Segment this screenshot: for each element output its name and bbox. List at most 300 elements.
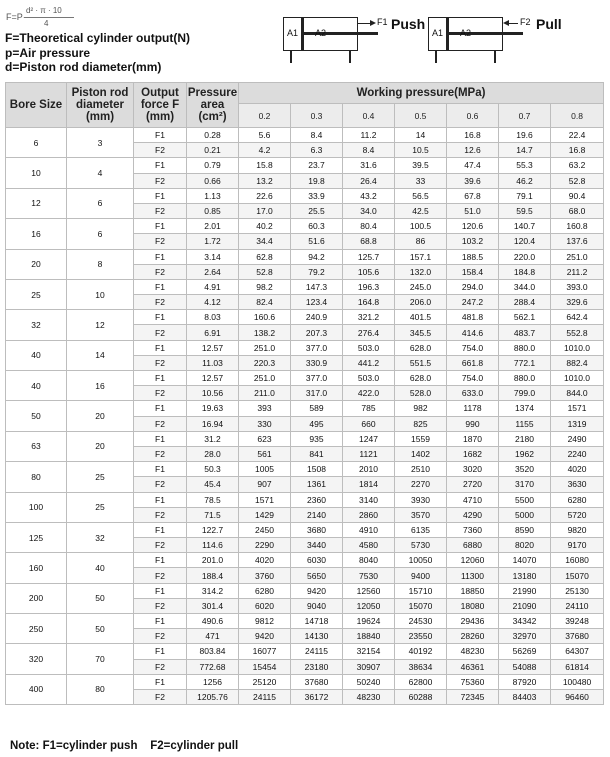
force-value-cell: 211.2 [551,264,604,279]
force-value-cell: 21990 [499,583,551,598]
force-value-cell: 5730 [395,538,447,553]
force-value-cell: 2240 [551,446,604,461]
pressure-area-cell: 28.0 [187,446,239,461]
force-type-cell: F1 [134,128,187,143]
force-value-cell: 1005 [239,462,291,477]
area-a1-label: A1 [287,28,299,38]
force-type-cell: F2 [134,295,187,310]
force-type-cell: F2 [134,416,187,431]
force-value-cell: 8590 [499,522,551,537]
force-value-cell: 50240 [343,674,395,689]
table-row [6,158,604,173]
table-row [6,674,604,689]
push-label: Push [391,16,426,32]
force-value-cell: 68.8 [343,234,395,249]
force-value-cell: 551.5 [395,355,447,370]
force-value-cell: 6030 [291,553,343,568]
table-row [6,492,604,507]
pressure-area-cell: 71.5 [187,507,239,522]
pressure-area-cell: 2.64 [187,264,239,279]
force-value-cell: 754.0 [447,371,499,386]
force-value-cell: 64307 [551,644,604,659]
pressure-area-cell: 11.03 [187,355,239,370]
force-value-cell: 2720 [447,477,499,492]
force-value-cell: 36172 [291,689,343,704]
force-value-cell: 3170 [499,477,551,492]
force-value-cell: 1571 [239,492,291,507]
force-value-cell: 42.5 [395,203,447,218]
force-value-cell: 907 [239,477,291,492]
rod-diameter-cell: 20 [67,401,134,431]
pull-arrow-line [508,23,518,24]
force-value-cell: 6020 [239,598,291,613]
force-value-cell: 4020 [551,462,604,477]
rod-diameter-cell: 10 [67,279,134,309]
force-value-cell: 3630 [551,477,604,492]
force-type-cell: F1 [134,522,187,537]
table-row [6,431,604,446]
force-value-cell: 67.8 [447,188,499,203]
force-type-cell: F2 [134,629,187,644]
pressure-header: 0.7 [499,104,551,128]
force-type-cell: F2 [134,507,187,522]
force-value-cell: 15070 [395,598,447,613]
force-value-cell: 123.4 [291,295,343,310]
force-type-cell: F1 [134,674,187,689]
force-value-cell: 184.8 [499,264,551,279]
force-value-cell: 552.8 [551,325,604,340]
force-value-cell: 7360 [447,522,499,537]
force-value-cell: 14070 [499,553,551,568]
pressure-area-cell: 0.79 [187,158,239,173]
pressure-area-cell: 0.85 [187,203,239,218]
force-value-cell: 9170 [551,538,604,553]
force-value-cell: 4290 [447,507,499,522]
table-row [6,128,604,143]
force-value-cell: 24110 [551,598,604,613]
force-value-cell: 39.5 [395,158,447,173]
pressure-area-cell: 314.2 [187,583,239,598]
force-value-cell: 34342 [499,614,551,629]
force-value-cell: 5720 [551,507,604,522]
force-type-cell: F2 [134,689,187,704]
table-row [6,279,604,294]
formula-denominator: 4 [44,19,49,28]
force-value-cell: 16077 [239,644,291,659]
force-value-cell: 841 [291,446,343,461]
force-value-cell: 1559 [395,431,447,446]
bore-size-cell: 250 [6,614,67,644]
force-value-cell: 1571 [551,401,604,416]
force-value-cell: 495 [291,416,343,431]
force-value-cell: 3930 [395,492,447,507]
force-value-cell: 4580 [343,538,395,553]
force-value-cell: 642.4 [551,310,604,325]
force-value-cell: 799.0 [499,386,551,401]
force-type-cell: F2 [134,386,187,401]
bore-size-cell: 320 [6,644,67,674]
push-arrow-icon [370,20,376,26]
pressure-header: 0.4 [343,104,395,128]
table-row [6,583,604,598]
force-type-cell: F2 [134,264,187,279]
force-value-cell: 59.5 [499,203,551,218]
pressure-header: 0.2 [239,104,291,128]
formula-fraction-bar [24,17,74,18]
pressure-area-cell: 6.91 [187,325,239,340]
pressure-area-cell: 45.4 [187,477,239,492]
definitions [5,31,190,75]
force-value-cell: 329.6 [551,295,604,310]
force-type-cell: F2 [134,568,187,583]
force-value-cell: 2290 [239,538,291,553]
pressure-area-cell: 4.91 [187,279,239,294]
force-value-cell: 120.6 [447,219,499,234]
force-value-cell: 23180 [291,659,343,674]
table-row [6,553,604,568]
force-value-cell: 9420 [291,583,343,598]
force-type-cell: F2 [134,538,187,553]
force-value-cell: 377.0 [291,371,343,386]
bore-size-cell: 125 [6,522,67,552]
force-value-cell: 935 [291,431,343,446]
force-value-cell: 1319 [551,416,604,431]
rod-diameter-cell: 50 [67,583,134,613]
table-row [6,310,604,325]
rod-diameter-cell: 25 [67,462,134,492]
force-value-cell: 86 [395,234,447,249]
area-a1-label: A1 [432,28,444,38]
force-value-cell: 1374 [499,401,551,416]
force-value-cell: 23.7 [291,158,343,173]
force-type-cell: F1 [134,310,187,325]
force-value-cell: 2180 [499,431,551,446]
formula-prefix: F=P· [6,12,26,22]
footnote: Note: F1=cylinder push F2=cylinder pull [10,740,239,752]
force-value-cell: 7530 [343,568,395,583]
force-value-cell: 62.8 [239,249,291,264]
pressure-header: 0.5 [395,104,447,128]
bore-size-cell: 12 [6,188,67,218]
force-value-cell: 4910 [343,522,395,537]
pressure-area-cell: 1205.76 [187,689,239,704]
header-output-force: Output force F (mm) [134,83,187,128]
force-type-cell: F1 [134,431,187,446]
force-value-cell: 3680 [291,522,343,537]
force-value-cell: 344.0 [499,279,551,294]
force-value-cell: 2010 [343,462,395,477]
force-value-cell: 52.8 [239,264,291,279]
force-value-cell: 157.1 [395,249,447,264]
pull-cylinder-diagram [428,17,568,67]
force-value-cell: 137.6 [551,234,604,249]
force-value-cell: 1814 [343,477,395,492]
force-type-cell: F2 [134,477,187,492]
bore-size-cell: 20 [6,249,67,279]
force-type-cell: F1 [134,219,187,234]
force-value-cell: 18840 [343,629,395,644]
force-value-cell: 251.0 [551,249,604,264]
force-value-cell: 25120 [239,674,291,689]
force-value-cell: 481.8 [447,310,499,325]
force-value-cell: 251.0 [239,340,291,355]
table-row [6,401,604,416]
force-value-cell: 660 [343,416,395,431]
force-type-cell: F2 [134,234,187,249]
force-value-cell: 2270 [395,477,447,492]
force-type-cell: F1 [134,279,187,294]
force-value-cell: 98.2 [239,279,291,294]
bore-size-cell: 63 [6,431,67,461]
bore-size-cell: 6 [6,128,67,158]
force-value-cell: 47.4 [447,158,499,173]
force-value-cell: 562.1 [499,310,551,325]
force-value-cell: 1010.0 [551,340,604,355]
force-type-cell: F2 [134,355,187,370]
force-value-cell: 251.0 [239,371,291,386]
force-value-cell: 196.3 [343,279,395,294]
formula [6,4,96,30]
force-value-cell: 6880 [447,538,499,553]
force-value-cell: 96460 [551,689,604,704]
force-value-cell: 1962 [499,446,551,461]
rod-diameter-cell: 6 [67,219,134,249]
force-value-cell: 14 [395,128,447,143]
pressure-area-cell: 50.3 [187,462,239,477]
table-row [6,219,604,234]
force-value-cell: 103.2 [447,234,499,249]
force-type-cell: F1 [134,644,187,659]
table-row [6,371,604,386]
pressure-area-cell: 31.2 [187,431,239,446]
force-value-cell: 528.0 [395,386,447,401]
rod-diameter-cell: 25 [67,492,134,522]
force-value-cell: 33 [395,173,447,188]
force-value-cell: 247.2 [447,295,499,310]
force-value-cell: 15710 [395,583,447,598]
force-value-cell: 100480 [551,674,604,689]
pressure-area-cell: 0.28 [187,128,239,143]
force-value-cell: 79.2 [291,264,343,279]
force-value-cell: 48230 [343,689,395,704]
force-value-cell: 87920 [499,674,551,689]
pressure-area-cell: 114.6 [187,538,239,553]
force-value-cell: 22.4 [551,128,604,143]
force-value-cell: 26.4 [343,173,395,188]
force-value-cell: 8040 [343,553,395,568]
force-value-cell: 3440 [291,538,343,553]
force-value-cell: 13.2 [239,173,291,188]
rod-diameter-cell: 50 [67,614,134,644]
force-value-cell: 4.2 [239,143,291,158]
force-type-cell: F2 [134,143,187,158]
force-value-cell: 12.6 [447,143,499,158]
force-value-cell: 2510 [395,462,447,477]
rod-diameter-cell: 6 [67,188,134,218]
force-value-cell: 37680 [551,629,604,644]
force-value-cell: 51.6 [291,234,343,249]
force-value-cell: 393 [239,401,291,416]
force-value-cell: 22.6 [239,188,291,203]
force-value-cell: 8020 [499,538,551,553]
force-value-cell: 9400 [395,568,447,583]
force-type-cell: F1 [134,614,187,629]
force-value-cell: 40.2 [239,219,291,234]
force-value-cell: 25.5 [291,203,343,218]
pressure-area-cell: 1256 [187,674,239,689]
force-value-cell: 628.0 [395,371,447,386]
force-value-cell: 63.2 [551,158,604,173]
force-value-cell: 1010.0 [551,371,604,386]
rod-diameter-cell: 70 [67,644,134,674]
force-value-cell: 503.0 [343,340,395,355]
force-value-cell: 10.5 [395,143,447,158]
force-value-cell: 105.6 [343,264,395,279]
force-value-cell: 25130 [551,583,604,598]
pressure-area-cell: 201.0 [187,553,239,568]
area-a2-label: A2 [460,28,472,38]
force-type-cell: F2 [134,325,187,340]
bore-size-cell: 50 [6,401,67,431]
bore-size-cell: 25 [6,279,67,309]
header-bore-size: Bore Size [6,83,67,128]
force-value-cell: 11.2 [343,128,395,143]
force-value-cell: 9820 [551,522,604,537]
force-value-cell: 3140 [343,492,395,507]
bore-size-cell: 400 [6,674,67,704]
pressure-area-cell: 4.12 [187,295,239,310]
force-value-cell: 29436 [447,614,499,629]
force-value-cell: 37680 [291,674,343,689]
force-value-cell: 56.5 [395,188,447,203]
force-value-cell: 785 [343,401,395,416]
force-type-cell: F1 [134,249,187,264]
force-value-cell: 220.3 [239,355,291,370]
force-value-cell: 589 [291,401,343,416]
push-cylinder-diagram [283,16,426,67]
force-value-cell: 317.0 [291,386,343,401]
bore-size-cell: 10 [6,158,67,188]
pressure-area-cell: 0.66 [187,173,239,188]
rod-diameter-cell: 16 [67,371,134,401]
force-value-cell: 982 [395,401,447,416]
rod-diameter-cell: 14 [67,340,134,370]
rod-diameter-cell: 40 [67,553,134,583]
table-row [6,644,604,659]
force-value-cell: 882.4 [551,355,604,370]
force-value-cell: 401.5 [395,310,447,325]
force-value-cell: 1682 [447,446,499,461]
force-type-cell: F1 [134,158,187,173]
force-value-cell: 12050 [343,598,395,613]
force-value-cell: 16.8 [551,143,604,158]
force-value-cell: 18850 [447,583,499,598]
push-force-label: F1 [377,17,388,27]
port-right [349,51,351,63]
force-value-cell: 38634 [395,659,447,674]
port-left [290,51,292,63]
force-value-cell: 75360 [447,674,499,689]
force-value-cell: 772.1 [499,355,551,370]
bore-size-cell: 40 [6,340,67,370]
force-value-cell: 160.8 [551,219,604,234]
header-piston-rod-diameter: Piston rod diameter (mm) [67,83,134,128]
force-value-cell: 94.2 [291,249,343,264]
definition-rod-diameter: d=Piston rod diameter(mm) [5,60,162,74]
force-value-cell: 11300 [447,568,499,583]
pressure-area-cell: 12.57 [187,371,239,386]
pressure-area-cell: 122.7 [187,522,239,537]
rod-diameter-cell: 12 [67,310,134,340]
force-value-cell: 46361 [447,659,499,674]
header-working-pressure: Working pressure(MPa) [239,83,604,104]
rod-diameter-cell: 3 [67,128,134,158]
force-value-cell: 1178 [447,401,499,416]
force-value-cell: 34.0 [343,203,395,218]
force-value-cell: 9420 [239,629,291,644]
force-value-cell: 17.0 [239,203,291,218]
force-value-cell: 414.6 [447,325,499,340]
force-value-cell: 483.7 [499,325,551,340]
pressure-area-cell: 471 [187,629,239,644]
pressure-area-cell: 188.4 [187,568,239,583]
table-row [6,522,604,537]
force-type-cell: F2 [134,446,187,461]
force-value-cell: 211.0 [239,386,291,401]
pressure-area-cell: 803.84 [187,644,239,659]
rod-diameter-cell: 32 [67,522,134,552]
force-value-cell: 14718 [291,614,343,629]
force-value-cell: 8.4 [291,128,343,143]
force-value-cell: 6.3 [291,143,343,158]
force-value-cell: 990 [447,416,499,431]
pressure-area-cell: 301.4 [187,598,239,613]
force-value-cell: 39.6 [447,173,499,188]
force-value-cell: 2860 [343,507,395,522]
header-pressure-area: Pressure area (cm²) [187,83,239,128]
force-value-cell: 19624 [343,614,395,629]
force-value-cell: 90.4 [551,188,604,203]
force-value-cell: 6280 [551,492,604,507]
force-value-cell: 32154 [343,644,395,659]
force-value-cell: 164.8 [343,295,395,310]
force-value-cell: 880.0 [499,340,551,355]
force-value-cell: 1361 [291,477,343,492]
force-value-cell: 33.9 [291,188,343,203]
force-value-cell: 160.6 [239,310,291,325]
cylinder-output-table [5,82,604,705]
force-value-cell: 2450 [239,522,291,537]
force-type-cell: F2 [134,598,187,613]
force-value-cell: 51.0 [447,203,499,218]
force-value-cell: 23550 [395,629,447,644]
force-value-cell: 207.3 [291,325,343,340]
force-value-cell: 3520 [499,462,551,477]
table-row [6,188,604,203]
table-row [6,614,604,629]
force-value-cell: 1247 [343,431,395,446]
pressure-area-cell: 12.57 [187,340,239,355]
force-value-cell: 21090 [499,598,551,613]
force-value-cell: 24530 [395,614,447,629]
force-value-cell: 61814 [551,659,604,674]
force-value-cell: 68.0 [551,203,604,218]
force-value-cell: 19.8 [291,173,343,188]
force-value-cell: 14130 [291,629,343,644]
force-value-cell: 28260 [447,629,499,644]
force-type-cell: F1 [134,462,187,477]
definition-force: F=Theoretical cylinder output(N) [5,31,191,45]
